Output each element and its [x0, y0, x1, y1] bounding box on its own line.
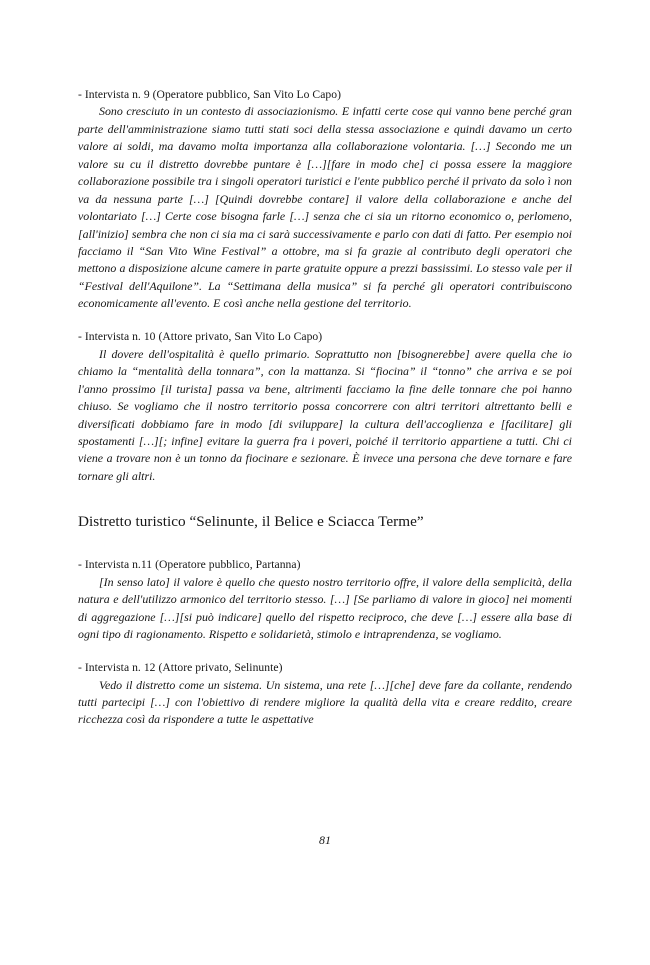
- interview-header-9: - Intervista n. 9 (Operatore pubblico, San Vito Lo Capo): [78, 88, 342, 101]
- interview-quote-12: Vedo il distretto come un sistema. Un sistema, una rete […][che] deve fare da collante, rendendo tutti partecipi […] con l'obiettivo di rendere migliore la qualità della vita e creare reddito, creare ricchezza così da rispondere a tutte le aspettative: [78, 677, 572, 727]
- page-content: [78, 86, 572, 729]
- section-spacer-above: [78, 485, 572, 512]
- section-heading: Distretto turistico “Selinunte, il Belice e Sciacca Terme”: [78, 513, 424, 531]
- interview-quote-9: Sono cresciuto in un contesto di associazionismo. E infatti certe cose qui vanno bene perché gran parte dell'amministrazione siamo tutti stati soci della stessa associazione e quindi davamo un certo valore ai soldi, ma davamo molta importanza alla collaborazione volontaria. […] Secondo me un valore su cu il distretto dovrebbe puntare è […][fare in modo che] ci possa essere la maggiore collaborazione possibile tra i singoli operatori turistici e l'ente pubblico perché il privato da solo ì non va da nessuna parte […] [Quindi dovrebbe contare] il valore della collaborazione e anche del volontariato […] Certe cose bisogna farle […] senza che ci sia un ritorno economico o, perlomeno, [all'inizio] sembra che non ci sia ma ci sarà successivamente e parlo con dati di fatto. Per esempio noi facciamo il “San Vito Wine Festival” a ottobre, ma si fa grazie al contributo degli operatori che mettono a disposizione alcune camere in parte gratuite oppure a prezzi bassissimi. Lo stesso vale per il “Festival dell'Aquilone”. La “Settimana della musica” si fa perché gli operatori contribuiscono economicamente all'evento. E così anche nella gestione del territorio.: [78, 104, 572, 311]
- paragraph-spacer: [78, 313, 572, 329]
- interview-quote-10: Il dovere dell'ospitalità è quello primario. Soprattutto non [bisognerebbe] avere quella che io chiamo la “mentalità della tonnara”, con la mattanza. Si “fiocina” il “tonno” che arriva e se poi l'anno prossimo [il turista] passa va bene, altrimenti facciamo la fine delle tonnare che poi hanno chiuso. Se vogliamo che il nostro territorio possa concorrere con altri territori altrettanto belli e diversificati dobbiamo fare in modo [di sviluppare] la cultura dell'accoglienza e [facilitare] gli spostamenti […][; infine] evitare la guerra fra i poveri, poiché il territorio appartiene a tutti. Chi ci viene a trovare non è un tonno da fiocinare e sezionare. È invece una persona che deve tornare e fare tornare gli altri.: [78, 346, 572, 483]
- interview-quote-11: [In senso lato] il valore è quello che questo nostro territorio offre, il valore della semplicità, della natura e dell'utilizzo armonico del territorio stesso. […] [Se parliamo di valore in gioco] nei momenti di aggregazione […][si può indicare] quello del rispetto reciproco, che deve […] essere alla base di ogni tipo di ragionamento. Rispetto e solidarietà, stimolo e intraprendenza, se vogliamo.: [78, 574, 572, 642]
- interview-header-10: - Intervista n. 10 (Attore privato, San Vito Lo Capo): [78, 330, 323, 344]
- interview-header-11: - Intervista n.11 (Operatore pubblico, Partanna): [78, 558, 301, 572]
- section-spacer-below: [78, 532, 572, 556]
- interview-header-12: - Intervista n. 12 (Attore privato, Selinunte): [78, 661, 283, 675]
- page-number: 81: [319, 833, 331, 847]
- paragraph-spacer: [78, 644, 572, 660]
